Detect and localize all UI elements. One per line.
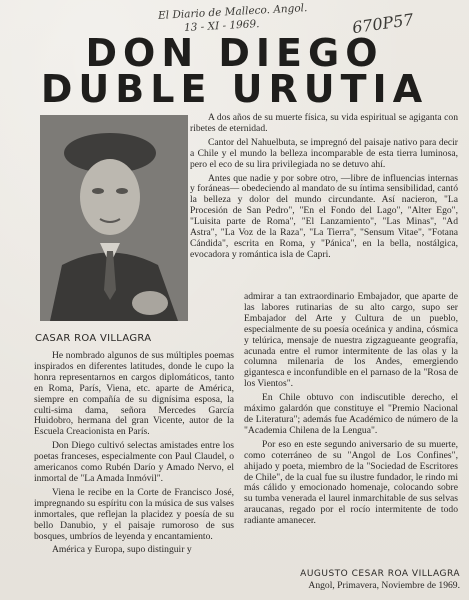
paragraph: Viena le recibe en la Corte de Francisco José, impregnando su espíritu con la música de sus valses inmortales, que reflejan la placidez y poesía de su bello Danubio, y el paisaje rumoroso de sus bosques, umbríos de leyenda y encantamiento.: [34, 486, 234, 542]
headline-line-2: DUBLE URUTIA: [40, 67, 429, 111]
paragraph: A dos años de su muerte física, su vida espiritual se agiganta con ribetes de eternidad.: [190, 112, 458, 134]
portrait-photo: [40, 115, 188, 321]
paragraph: Don Diego cultivó selectas amistades entre los poetas franceses, especialmente con Paul Claudel, o americanos como Rubén Darío y Amado Nervo, el inmortal de "La Amada Inmóvil".: [34, 440, 234, 484]
handwritten-source-note: El Diario de Malleco. Angol.: [157, 2, 308, 22]
handwritten-archive-code: 670P57: [350, 9, 415, 38]
author-name: AUGUSTO CESAR ROA VILLAGRA: [300, 569, 460, 579]
paragraph: Cantor del Nahuelbuta, se impregnó del paisaje nativo para decir a Chile y el mundo la belleza incomparable de esta tierra luminosa, pero el eco de su lira privilegiada no se detuvo ahí.: [190, 136, 458, 170]
paragraph: Por eso en este segundo aniversario de su muerte, como coterráneo de su "Angol de Los Confines", ahijado y poeta, miembro de la "Sociedad de Escritores de Chile", de la cual fue su ilustre fundador, le rindo mi más cálido y emocionado homenaje, colocando sobre su tumba venerada el laurel inmarchitable de sus selvas araucanas, regado por el rocío intermitente de todo radiante amanecer.: [244, 438, 458, 527]
paragraph: En Chile obtuvo con indiscutible derecho, el máximo galardón que constituye el "Premio Nacional de Literatura"; además fue Académico de número de la "Academia Chilena de la Lengua".: [244, 392, 458, 436]
paragraph: América y Europa, supo distinguir y: [52, 544, 192, 556]
article-column-left: [34, 351, 234, 559]
article-column-right-bottom: [244, 292, 458, 530]
photo-caption: CASAR ROA VILLAGRA: [35, 333, 152, 344]
author-signature: [240, 569, 460, 591]
article-column-right-top: [190, 113, 458, 264]
paragraph: He nombrado algunos de sus múltiples poemas inspirados en diferentes latitudes, donde le cupo la honra representarnos en cargos diplomáticos, tanto en Roma, París, Viena, etc. aparte de América, siempre en compañía de su dignísima esposa, la culti-sima dama, señora Mercedes García Huidobro, hermana del gran Vicente, autor de la Escuela Creacionista en París.: [34, 350, 234, 438]
author-place-date: Angol, Primavera, Noviembre de 1969.: [308, 580, 460, 591]
paragraph: admirar a tan extraordinario Embajador, que aparte de las labores rutinarias de su alto cargo, supo ser Embajador del Arte y Cultura de un pueblo, especialmente de su poesía oceánica y andina, cósmica y telúrica, mensaje de nuestra zigzagueante geografía, acunada entre el rumor intermitente de las olas y la columna milenaria de los Andes, emergiendo gigantesca e inconfundible en el parnaso de la "Rosa de los Vientos".: [244, 291, 458, 390]
paragraph: Antes que nadie y por sobre otro, —libre de influencias internas y foráneas— obedeciendo al mandato de su íntima sensibilidad, cantó la belleza y dolor del mundo circundante. Así nacieron, "La Procesión de San Pedro", "En el Fondo del Lago", "Alter Ego", "Luisita parte de Roma", "El Lanzamiento", "Las Minas", "Ad Astra", "La Voz de la Raza", "La Tierra", "Sensum Vitae", "Fotana Cándida", escrita en Roma, y "Pánica", en la bella, nostálgica, evocadora y romántica isla de Capri.: [190, 172, 459, 260]
handwritten-date-note: 13 - XI - 1969.: [183, 18, 260, 34]
headline-line-1: DON DIEGO: [85, 31, 384, 75]
